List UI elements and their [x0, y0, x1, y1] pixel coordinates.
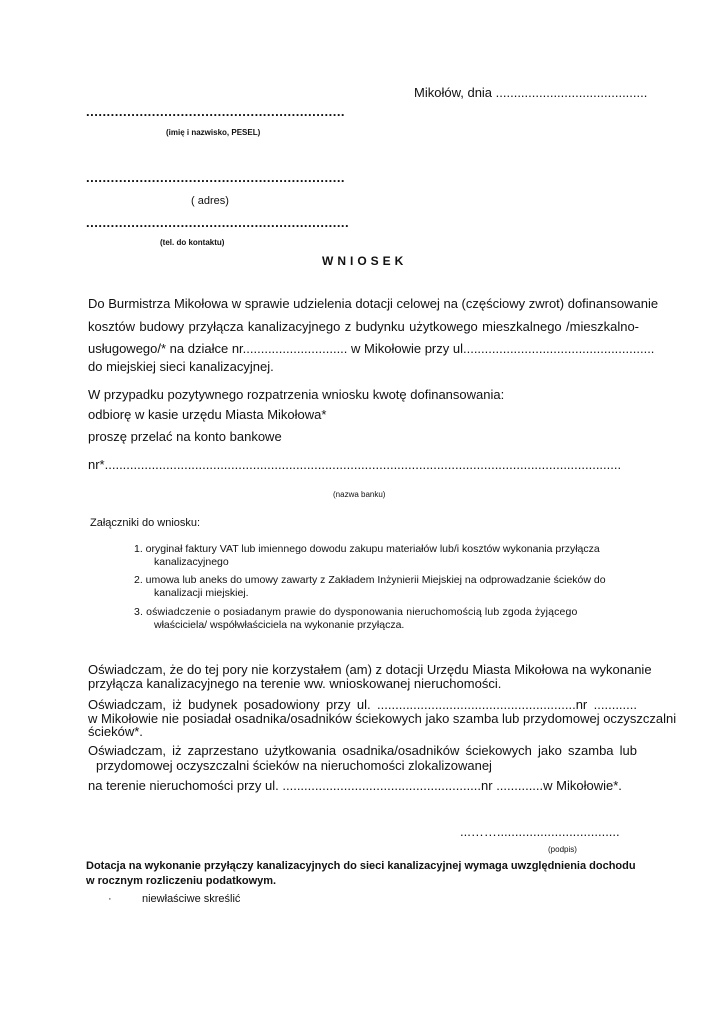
request-line-1: Do Burmistrza Mikołowa w sprawie udzielenia dotacji celowej na (częściowy zwrot) dofinansowanie [88, 296, 659, 311]
declaration-1-line-1: Oświadczam, że do tej pory nie korzystałem (am) z dotacji Urzędu Miasta Mikołowa na wykonanie [88, 662, 652, 677]
request-line-3: usługowego/* na działce nr............................. w Mikołowie przy ul..................................................... [88, 341, 655, 356]
name-caption: (imię i nazwisko, PESEL) [166, 128, 261, 137]
declaration-3-line-1: Oświadczam, iż zaprzestano użytkowania osadnika/osadników ściekowych jako szamba lub [88, 743, 637, 758]
payment-option-transfer: proszę przelać na konto bankowe [88, 429, 282, 444]
tax-note-line-2: w rocznym rozliczeniu podatkowym. [86, 875, 277, 887]
request-line-2: kosztów budowy przyłącza kanalizacyjnego z budynku użytkowego mieszkalnego /mieszkalno- [88, 319, 639, 334]
footnote-bullet: · [108, 893, 112, 905]
declaration-3-line-3: na terenie nieruchomości przy ul. .......................................................nr .............w Mikołowie*. [88, 778, 622, 793]
attachments-heading: Załączniki do wniosku: [90, 517, 201, 529]
declaration-2-line-1: Oświadczam, iż budynek posadowiony przy ul. .......................................................nr ............ [88, 697, 637, 712]
signature-dotted-line: ...…….................................. [460, 824, 620, 839]
phone-dotted-line: ................................................................ [86, 215, 350, 230]
attachment-item-2-line-1: 2. umowa lub aneks do umowy zawarty z Zakładem Inżynierii Miejskiej na odprowadzanie ścieków do [134, 574, 606, 586]
signature-caption: (podpis) [548, 845, 577, 854]
footnote-text: niewłaściwe skreślić [142, 893, 241, 905]
phone-caption: (tel. do kontaktu) [160, 238, 225, 247]
declaration-3-line-2: przydomowej oczyszczalni ścieków na nieruchomości zlokalizowanej [96, 758, 492, 773]
declaration-2-line-3: ścieków*. [88, 724, 143, 739]
tax-note-line-1: Dotacja na wykonanie przyłączy kanalizacyjnych do sieci kanalizacyjnej wymaga uwzględnienia dochodu [86, 860, 636, 872]
address-dotted-line: ............................................................... [86, 170, 346, 185]
bank-name-caption: (nazwa banku) [333, 490, 386, 499]
attachment-item-1-line-2: kanalizacyjnego [154, 556, 229, 568]
bank-account-line: nr*............................................................................................................................................... [88, 457, 622, 472]
attachment-item-3-line-1: 3. oświadczenie o posiadanym prawie do dysponowania nieruchomością lub zgoda żyjącego [134, 606, 578, 618]
attachment-item-3-line-2: właściciela/ współwłaściciela na wykonanie przyłącza. [154, 619, 405, 631]
name-dotted-line: ............................................................... [86, 104, 346, 119]
place-date-line: Mikołów, dnia .......................................... [414, 85, 648, 100]
document-title: WNIOSEK [322, 254, 408, 268]
attachment-item-1-line-1: 1. oryginał faktury VAT lub imiennego dowodu zakupu materiałów lub/i kosztów wykonania przyłącza [134, 543, 600, 555]
declaration-1-line-2: przyłącza kanalizacyjnego na terenie ww. wnioskowanej nieruchomości. [88, 676, 502, 691]
address-caption: ( adres) [191, 195, 229, 207]
payment-intro: W przypadku pozytywnego rozpatrzenia wniosku kwotę dofinansowania: [88, 387, 505, 402]
attachment-item-2-line-2: kanalizacji miejskiej. [154, 587, 249, 599]
declaration-2-line-2: w Mikołowie nie posiadał osadnika/osadników ściekowych jako szamba lub przydomowej oczyszczalni [88, 711, 677, 726]
request-line-4: do miejskiej sieci kanalizacyjnej. [88, 359, 274, 374]
payment-option-cash: odbiorę w kasie urzędu Miasta Mikołowa* [88, 407, 327, 422]
